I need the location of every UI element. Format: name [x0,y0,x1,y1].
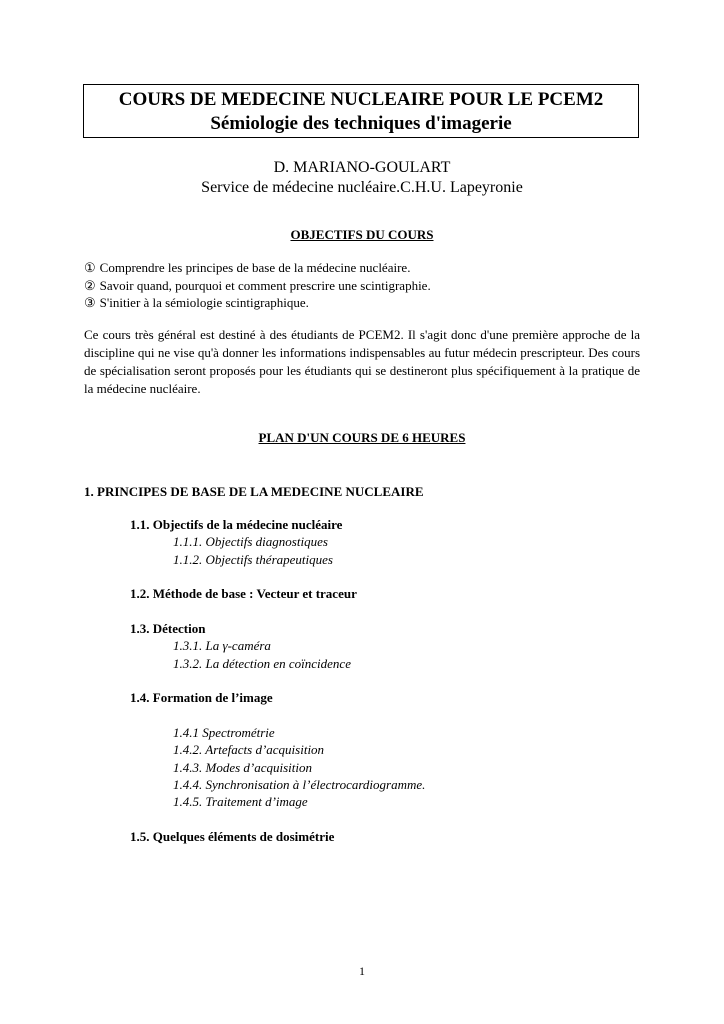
list-item [84,259,431,277]
plan-section-1-3: 1.3. Détection [130,621,206,636]
plan-section-1-4: 1.4. Formation de l’image [130,690,273,705]
plan-subsection-1-3-2: 1.3.2. La détection en coïncidence [173,656,351,671]
plan-subsection-1-4-4: 1.4.4. Synchronisation à l’électrocardiogramme. [173,777,426,792]
plan-subsection-1-1-1: 1.1.1. Objectifs diagnostiques [173,534,328,549]
plan-section-1-2: 1.2. Méthode de base : Vecteur et traceur [130,586,357,601]
objective-number: ② [84,277,96,293]
document-subtitle: Sémiologie des techniques d'imagerie [210,113,512,134]
list-item [84,277,431,295]
objectives-list [84,259,431,312]
list-item [84,294,431,312]
author-service: Service de médecine nucléaire.C.H.U. Lapeyronie [201,179,523,196]
plan-subsection-1-4-3: 1.4.3. Modes d’acquisition [173,760,313,775]
plan-heading: PLAN D'UN COURS DE 6 HEURES [258,430,466,445]
objective-text: Savoir quand, pourquoi et comment prescrire une scintigraphie. [99,277,431,293]
objective-text: Comprendre les principes de base de la médecine nucléaire. [99,260,411,275]
plan-subsection-1-1-2: 1.1.2. Objectifs thérapeutiques [173,552,333,567]
plan-subsection-1-3-1: 1.3.1. La γ-caméra [173,638,271,653]
document-title: COURS DE MEDECINE NUCLEAIRE POUR LE PCEM2 [118,89,604,110]
objectives-heading: OBJECTIFS DU COURS [290,227,434,242]
plan-section-1-5: 1.5. Quelques éléments de dosimétrie [130,829,335,844]
plan-subsection-1-4-1: 1.4.1 Spectrométrie [173,725,275,740]
author-block [0,158,724,198]
objective-text: S'initier à la sémiologie scintigraphique. [99,295,309,310]
plan-subsection-1-4-2: 1.4.2. Artefacts d’acquisition [173,742,325,757]
page-number: 1 [359,964,365,978]
intro-paragraph: Ce cours très général est destiné à des étudiants de PCEM2. Il s'agit donc d'une première approche de la discipline qui ne vise qu'à donner les informations indispensables au futur médecin prescripteur. Des cours de spécialisation seront proposés pour les étudiants qui se destineront plus spécifiquement à la pratique de la médecine nucléaire. [84,327,640,396]
objective-number: ① [84,260,96,275]
plan-subsection-1-4-5: 1.4.5. Traitement d’image [173,794,308,809]
objective-number: ③ [84,295,96,310]
plan-part-1: 1. PRINCIPES DE BASE DE LA MEDECINE NUCLEAIRE [84,484,424,499]
title-box [83,84,639,138]
plan-section-1-1: 1.1. Objectifs de la médecine nucléaire [130,517,343,532]
author-name: D. MARIANO-GOULART [273,159,451,176]
